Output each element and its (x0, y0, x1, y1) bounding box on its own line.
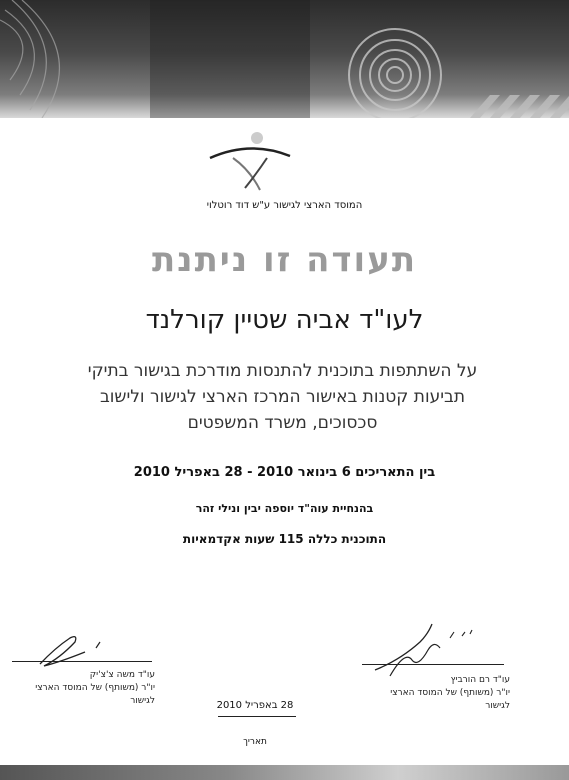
left-signatory-name: עו"ד משה צ'צ'יק (89, 670, 155, 680)
right-signature-line (362, 664, 504, 665)
date-label: תאריך (243, 737, 267, 747)
right-signatory (360, 674, 510, 713)
left-signatory-role: יו"ר (משותף) של המוסד הארצי (35, 683, 155, 693)
certificate-description (40, 358, 525, 436)
left-signature-image (30, 628, 120, 670)
program-hours: התוכנית כללה 115 שעות אקדמאיות (182, 532, 387, 546)
right-signatory-role-line2: לגישור (485, 701, 510, 711)
recipient-name: לעו"ד אביה שטיין קורלנד (145, 305, 424, 335)
left-signatory-role-line2: לגישור (130, 696, 155, 706)
left-signatory (10, 669, 155, 708)
organization-logo (205, 128, 295, 198)
program-dates: בין התאריכים 6 בינואר 2010 - 28 באפריל 2010 (133, 465, 436, 480)
banner-pattern (0, 0, 569, 118)
issue-date: 28 באפריל 2010 (216, 700, 294, 711)
right-signatory-role: יו"ר (משותף) של המוסד הארצי (390, 688, 510, 698)
certificate-title: תעודה זו ניתנת (151, 240, 418, 280)
left-signature-line (12, 661, 152, 662)
description-line: תביעות קטנות באישור המרכז הארצי לגישור ולישוב (99, 387, 466, 407)
decorative-banner (0, 0, 569, 118)
description-line: סכסוכים, משרד המשפטים (187, 413, 378, 433)
organization-name: המוסד הארצי לגישור ע"ש דוד רוטלוי (206, 200, 363, 211)
right-signatory-name: עו"ד רם הורביץ (450, 675, 510, 685)
right-signature-image (370, 620, 480, 678)
date-line (218, 716, 296, 717)
program-supervision: בהנחיית עוה"ד יוספה יבין ונילי זהר (195, 502, 374, 515)
bottom-decorative-strip (0, 765, 569, 780)
description-line: על השתתפות בתוכנית להתנסות מודרכת בגישור בתיקי (87, 361, 478, 381)
